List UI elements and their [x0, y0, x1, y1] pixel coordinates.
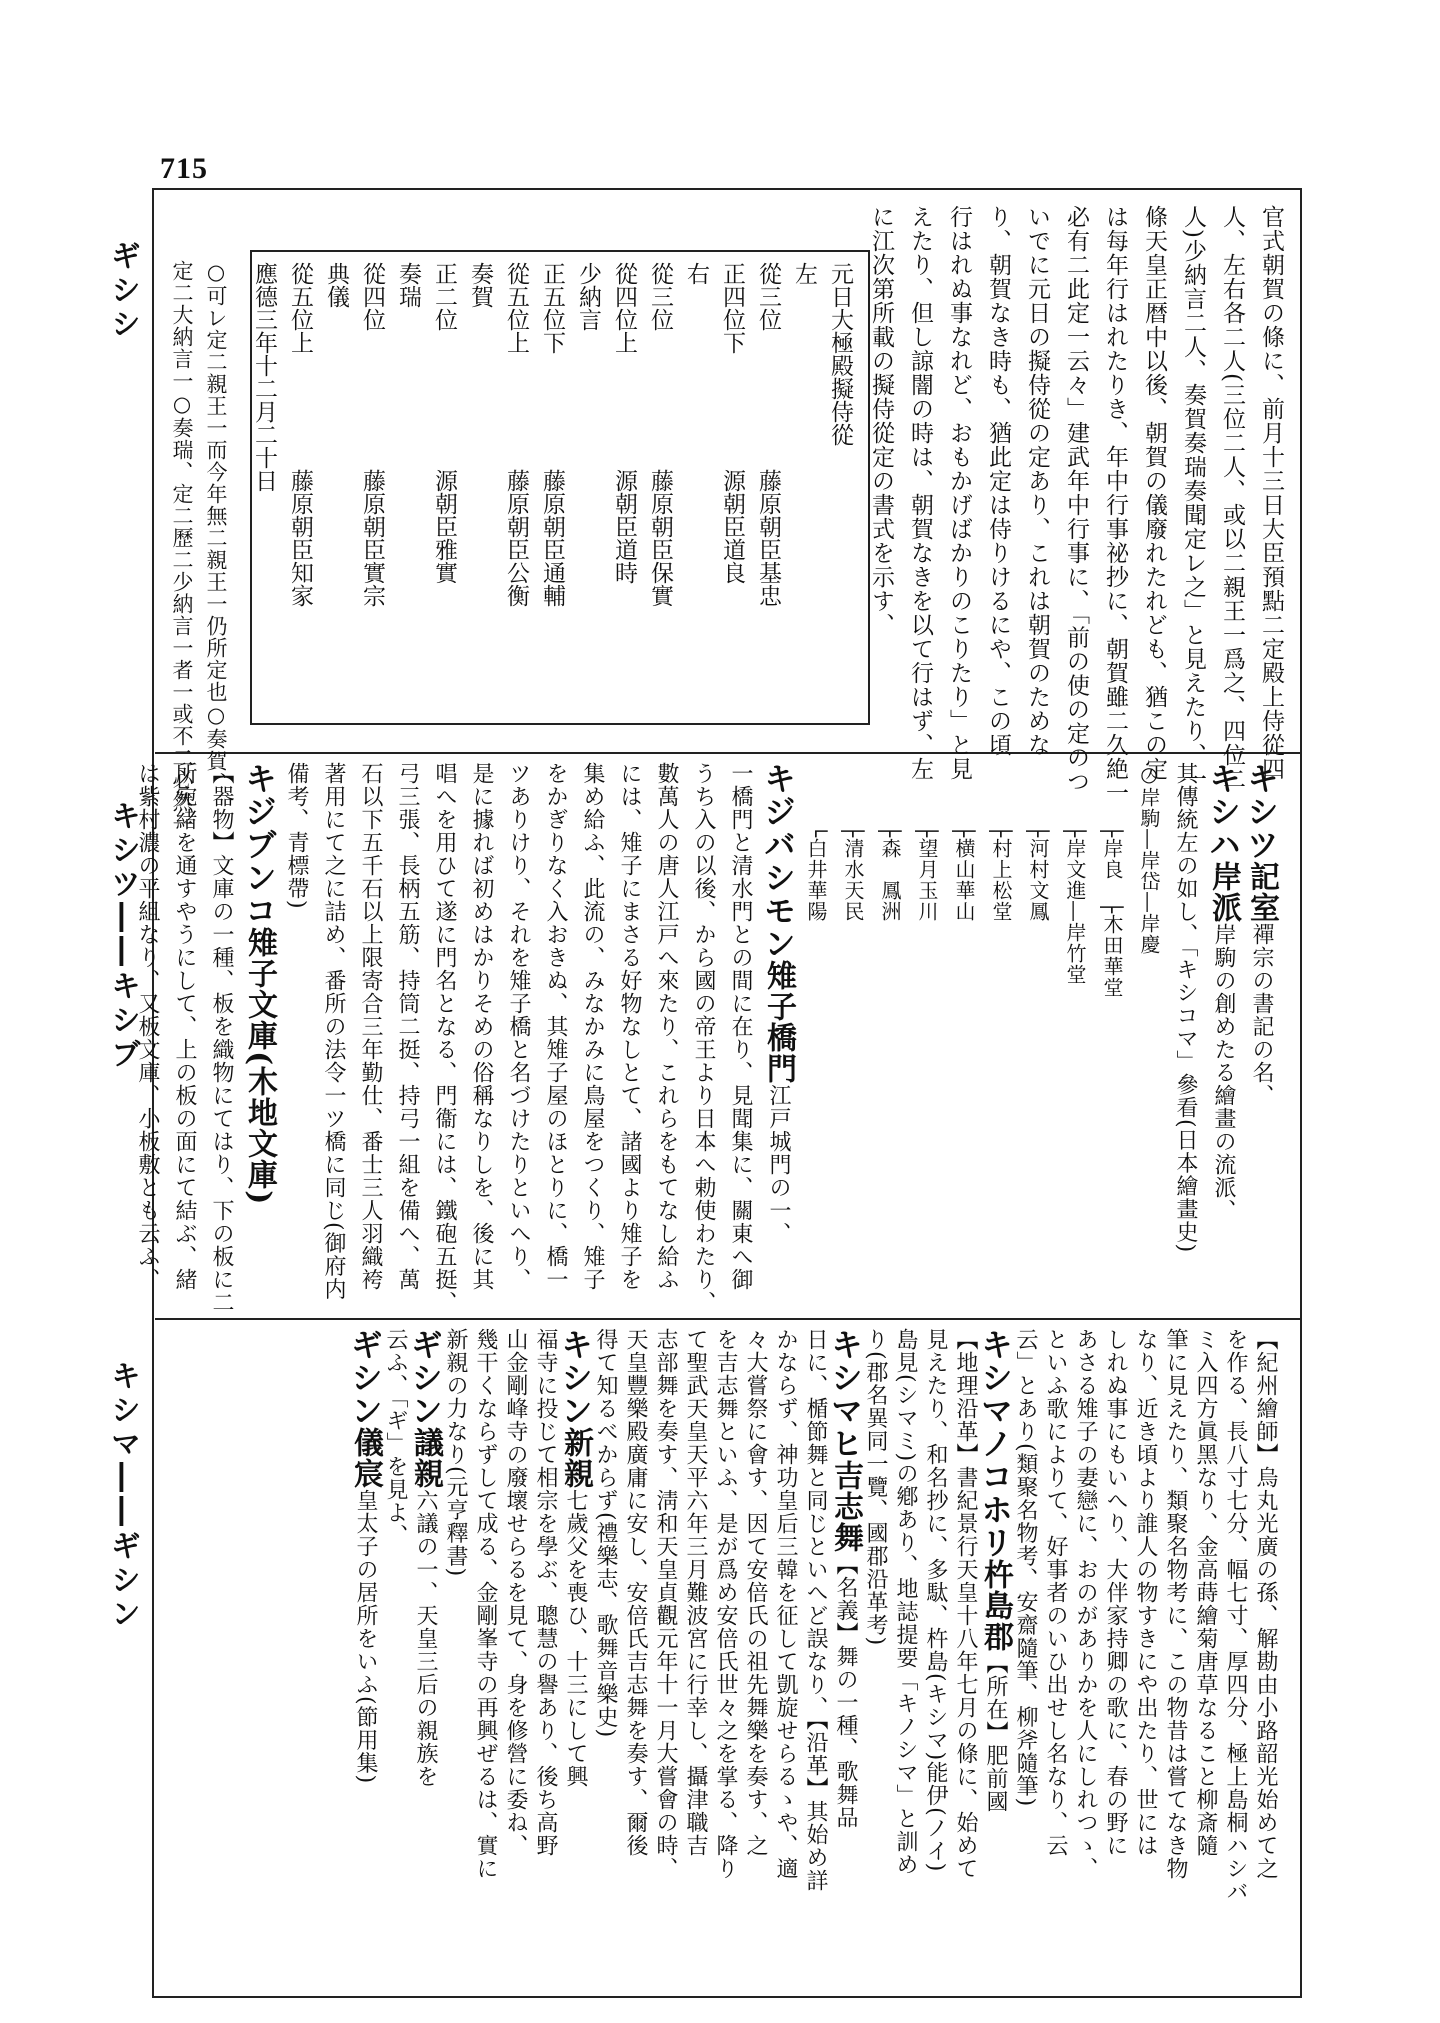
headword: キジバシモン — [759, 762, 797, 960]
entry-text: 禪宗の書記の名、 — [1249, 923, 1274, 1107]
headword: キジブンコ — [240, 762, 278, 927]
entry-kishin — [556, 1328, 594, 1983]
entry-gishin-2 — [346, 1328, 384, 1983]
text-line: 【地理沿革】書紀景行天皇十八年七月の條に、始めて — [953, 1328, 978, 1880]
document-line: 左 — [791, 262, 817, 285]
document-line: 典儀 — [323, 262, 349, 308]
text-line: 云ふ、「ギ」を見よ、 — [383, 1328, 408, 1547]
text-line: 【器物】文庫の一種、板を織物にてはり、下の板に二 — [209, 762, 234, 1314]
entry-text: 七歲父を喪ひ、十三にして興 — [563, 1489, 588, 1788]
document-line: 從五位上 藤原朝臣公衡 — [503, 262, 529, 607]
text-line: 山金剛峰寺の廢壞せらるを見て、身を修營に委ね、 — [503, 1328, 528, 1857]
text-line: 備考、青標帶) — [284, 762, 309, 910]
text-line: 集め給ふ、此流の、みなかみに鳥屋をつくり、雉子 — [580, 762, 605, 1291]
middle-section — [129, 762, 1280, 1314]
note-line: ○可レ定二親王一而今年無二親王一仍所定也○奏賀、 — [204, 260, 228, 794]
text-line: 見えたり、和名抄に、多駄、杵島(キシマ)能伊(ノイ) — [923, 1328, 948, 1873]
document-line: 正五位下 藤原朝臣通輔 — [539, 262, 565, 607]
text-line: は紫村濃の平組なり、又板文庫、小板敷とも云ふ、 — [135, 762, 160, 1291]
entry-text: 岸駒の創めたる繪畫の流派、 — [1211, 923, 1236, 1222]
text-line: 日に、楯節舞と同じといへど誤なり、【沿革】其始め詳 — [803, 1328, 828, 1892]
text-line: 天皇豐樂殿廣庸に安し、安倍氏吉志舞を奏す、爾後 — [623, 1328, 648, 1857]
entry-kijibashimon — [759, 762, 797, 1307]
entry-kanji: 杵島郡 — [978, 1559, 1013, 1652]
document-line: 從四位 藤原朝臣實宗 — [359, 262, 385, 607]
document-line: 右 — [683, 262, 709, 285]
text-line: り(郡名異同一覽、國郡沿革考) — [863, 1328, 888, 1647]
document-line: 奏賀 — [467, 262, 493, 308]
lineage-line: ├河村文鳳 — [1026, 762, 1050, 923]
document-line: 從三位 藤原朝臣保實 — [647, 262, 673, 607]
text-line: 行はれぬ事なれど、おもかげばかりのこりたり」と見 — [946, 205, 972, 781]
headword: ギシン — [346, 1328, 384, 1427]
lineage-line: ├岸良 ├木田華堂 — [1100, 762, 1124, 999]
text-line: 一橋門と清水門との間に在り、見聞集に、關東へ御 — [728, 762, 753, 1291]
lineage-line: ├村上松堂 — [989, 762, 1013, 923]
text-line: しれぬ事にもいへり、大伴家持卿の歌に、春の野に — [1103, 1328, 1128, 1857]
document-line: 少納言 — [575, 262, 601, 331]
entry-kishimanokohori — [976, 1328, 1014, 1983]
text-line: に江次第所載の擬侍從定の書式を示す、 — [868, 205, 894, 637]
text-line: 是に據れば初めはかりそめの俗稱なりしを、後に其 — [469, 762, 494, 1291]
document-line: 應德三年十二月二十日 — [251, 262, 277, 492]
text-line: なり、近き頃より誰人の物すきにや出たり、世には — [1133, 1328, 1158, 1857]
headword: ギシン — [406, 1328, 444, 1427]
entry-kanji: 雉子橋門 — [761, 960, 796, 1084]
text-line: 數萬人の唐人江戸へ來たり、これらをもてなし給ふ — [654, 762, 679, 1291]
text-line: 其傳統左の如し、「キシコマ」參看(日本繪畫史) — [1173, 762, 1198, 1254]
lineage-line: ├森 鳳洲 — [878, 762, 902, 923]
document-line: 從四位上 源朝臣道時 — [611, 262, 637, 584]
entry-kijibunko — [240, 762, 278, 1307]
entry-kishiha — [1204, 762, 1242, 1307]
entry-kanji: 吉志舞 — [828, 1460, 863, 1553]
top-notes — [165, 260, 233, 835]
text-line: 筆に見えたり、類聚名物考に、この物昔は嘗てなき物 — [1163, 1328, 1188, 1880]
headword: キシハ — [1204, 762, 1242, 861]
text-line: 新親の力なり(元亨釋書) — [443, 1328, 468, 1578]
text-line: 人、左右各二人(三位二人、或以二親王一爲之、四位二 — [1219, 205, 1245, 791]
text-line: あさる雉子の妻戀に、おのがありかを人にしれつゝ、 — [1073, 1328, 1098, 1880]
text-line: 唱へを用ひて遂に門名となる、門衞には、鐵砲五挺、 — [432, 762, 457, 1314]
entry-kanji: 新親 — [558, 1427, 593, 1489]
text-line: 志部舞を奏す、淸和天皇貞觀元年十一月大嘗會の時、 — [653, 1328, 678, 1880]
document-line: 奏瑞 — [395, 262, 421, 308]
lineage-line: ├岸文進―岸竹堂 — [1063, 762, 1087, 986]
text-line: は每年行はれたりき、年中行事祕抄に、朝賀雖二久絶一 — [1102, 205, 1128, 805]
text-line: うち入の以後、から國の帝王より日本へ勅使わたり、 — [691, 762, 716, 1314]
document-line: 從五位上 藤原朝臣知家 — [287, 262, 313, 607]
text-line: り、朝賀なき時も、猶此定は侍りけるにや、この頃 — [985, 205, 1011, 757]
text-line: をかぎりなく入おきぬ、其雉子屋のほとりに、橋一 — [543, 762, 568, 1291]
text-line: を作る、長八寸七分、幅七寸、厚四分、極上島桐ハシバ — [1223, 1328, 1248, 1903]
entry-text: 【名義】舞の一種、歌舞品 — [833, 1553, 858, 1829]
text-line: には、雉子にまさる好物なしとて、諸國より雉子を — [617, 762, 642, 1291]
section-divider-1 — [155, 752, 1300, 754]
headword: キシン — [556, 1328, 594, 1427]
text-line: 幾干くならずして成る、金剛峯寺の再興ぜるは、實に — [473, 1328, 498, 1880]
headword: キシツ — [1242, 762, 1280, 861]
text-line: 著用にて之に詰め、番所の法令一ツ橋に同じ(御府内 — [321, 762, 346, 1301]
text-line: といふ歌によりて、好事者のいひ出せし名なり、云 — [1043, 1328, 1068, 1857]
text-line: を吉志舞といふ、是が爲め安倍氏世々之を掌る、降り — [713, 1328, 738, 1880]
text-line: ツありけり、それを雉子橋と名づけたりといへり、 — [506, 762, 531, 1291]
text-line: 得て知るべからず(禮樂志、歌舞音樂史) — [593, 1328, 618, 1739]
document-line: 從三位 藤原朝臣基忠 — [755, 262, 781, 607]
entry-text: 江戸城門の一、 — [766, 1084, 791, 1245]
text-line: いでに元日の擬侍從の定あり、これは朝賀のためな — [1024, 205, 1050, 757]
entry-gishin-1 — [406, 1328, 444, 1983]
lineage-line: ○岸駒―岸岱―岸慶 — [1137, 762, 1161, 955]
page-number: 715 — [160, 152, 208, 185]
text-line: 所宛緒を通すやうにして、上の板の面にて結ぶ、緒 — [172, 762, 197, 1291]
document-title: 元日大極殿擬侍從 — [827, 262, 853, 446]
entry-kishitsu — [1242, 762, 1280, 1307]
entry-kanji: 議親 — [408, 1427, 443, 1489]
text-line: 石以下五千石以上限寄合三年勤仕、番士三人羽織袴 — [358, 762, 383, 1291]
lineage-line: ├望月玉川 — [915, 762, 939, 923]
text-line: 人)少納言二人、奏賀奏瑞奏聞定レ之」と見えたり、一 — [1180, 205, 1206, 791]
entry-text: 皇太子の居所をいふ(節用集) — [353, 1489, 378, 1785]
text-line: 々大嘗祭に會す、因て安倍氏の祖先舞樂を奏す、之 — [743, 1328, 768, 1857]
text-line: 必有二此定一云々」建武年中行事に、「前の使の定のつ — [1063, 205, 1089, 794]
lineage-line: ├横山華山 — [952, 762, 976, 923]
document-line: 正二位 源朝臣雅實 — [431, 262, 457, 584]
lineage-line: ├清水天民 — [841, 762, 865, 923]
headword: キシマヒ — [826, 1328, 864, 1460]
section-divider-2 — [155, 1318, 1300, 1320]
text-line: かならず、神功皇后三韓を征して凱旋せらるゝや、適 — [773, 1328, 798, 1880]
text-line: 官式朝賀の條に、前月十三日大臣預點二定殿上侍從四 — [1258, 205, 1284, 781]
entry-kanji: 記室 — [1244, 861, 1279, 923]
headword: キシマノコホリ — [976, 1328, 1014, 1559]
note-line: 定二大納言一○奏瑞、定二歷二少納言一者一或不二必然一 — [170, 260, 194, 835]
text-line: 島見(シマミ)の鄕あり、地誌提要「キノシマ」と訓め — [893, 1328, 918, 1877]
bottom-section — [346, 1328, 1280, 1983]
document-text — [251, 262, 858, 712]
entry-text: 六議の一、天皇三后の親族を — [413, 1489, 438, 1788]
text-line: 條天皇正暦中以後、朝賀の儀廢れたれども、猶この定 — [1141, 205, 1167, 781]
entry-kishimahi — [826, 1328, 864, 1983]
side-label-bottom: キシマ――ギシン — [105, 1360, 140, 1632]
entry-kanji: 岸派 — [1206, 861, 1241, 923]
side-label-middle: キシツ――キシブ — [105, 800, 140, 1072]
text-line: えたり、但し諒闇の時は、朝賀なきを以て行はず、左 — [907, 205, 933, 781]
text-line: て聖武天皇天平六年三月難波宮に行幸し、攝津職吉 — [683, 1328, 708, 1857]
document-line: 正四位下 源朝臣道良 — [719, 262, 745, 584]
text-line: 福寺に投じて相宗を學ぶ、聰慧の譽あり、後ち高野 — [533, 1328, 558, 1857]
lineage-line: └白井華陽 — [804, 762, 828, 923]
side-label-top: ギシシ — [105, 240, 140, 342]
top-body-text — [861, 205, 1290, 805]
entry-kanji: 儀宸 — [348, 1427, 383, 1489]
text-line: 弓三張、長柄五筋、持筒二挺、持弓一組を備へ、萬 — [395, 762, 420, 1291]
text-line: 【紀州繪師】烏丸光廣の孫、解勘由小路韶光始めて之 — [1253, 1328, 1278, 1880]
text-line: 云」とあり(類聚名物考、安齋隨筆、柳斧隨筆) — [1013, 1328, 1038, 1808]
entry-kanji: 雉子文庫(木地文庫) — [242, 927, 277, 1206]
text-line: ミ入四方眞黑なり、金高蒔繪菊唐草なること柳斎隨 — [1193, 1328, 1218, 1857]
entry-text: 【所在】肥前國 — [983, 1652, 1008, 1813]
